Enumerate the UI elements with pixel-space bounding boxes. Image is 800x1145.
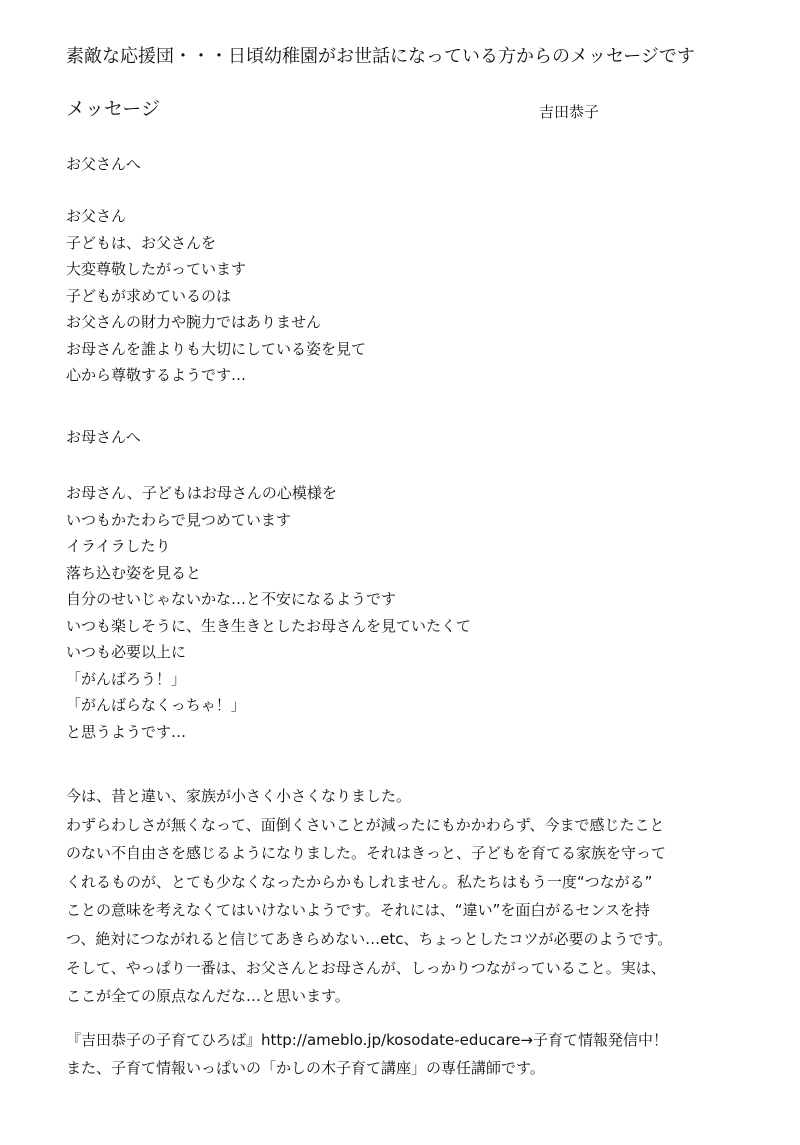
father-line: 子どもが求めているのは bbox=[66, 286, 232, 305]
paragraph-line: 今は、昔と違い、家族が小さく小さくなりました。 bbox=[66, 787, 412, 805]
father-line: 心から尊敬するようです… bbox=[66, 366, 247, 384]
mother-message bbox=[66, 480, 746, 745]
father-line: 大変尊敬したがっています bbox=[66, 260, 247, 278]
paragraph-line: ここが全ての原点なんだな…と思います。 bbox=[66, 987, 350, 1006]
father-line: 子どもは、お父さんを bbox=[66, 233, 217, 252]
header-title: 素敵な応援団・・・日頃幼稚園がお世話になっている方からのメッセージです bbox=[66, 46, 695, 67]
father-message bbox=[66, 203, 746, 389]
mother-line: イライラしたり bbox=[66, 537, 171, 555]
mother-line: 落ち込む姿を見ると bbox=[66, 563, 202, 582]
paragraph-line: つ、絶対につながれると信じてあきらめない…etc、ちょっとしたコツが必要のようです。 bbox=[66, 929, 673, 948]
father-line: お母さんを誰よりも大切にしている姿を見て bbox=[66, 339, 367, 358]
footer-line: 『吉田恭子の子育てひろば』http://ameblo.jp/kosodate-educare→子育て情報発信中！ bbox=[66, 1031, 668, 1049]
father-line: お父さん bbox=[66, 207, 127, 225]
mother-line: 「がんばろう！」 bbox=[66, 669, 187, 688]
mother-line: と思うようです… bbox=[66, 722, 187, 741]
mother-line: 自分のせいじゃないかな…と不安になるようです bbox=[66, 590, 397, 608]
paragraph-line: のない不自由さを感じるようになりました。それはきっと、子どもを育てる家族を守って bbox=[66, 844, 667, 863]
paragraph-line: くれるものが、とても少なくなったからかもしれません。私たちはもう一度“つながる” bbox=[66, 872, 653, 891]
mother-line: いつもかたわらで見つめています bbox=[66, 510, 291, 529]
footer-line: また、子育て情報いっぱいの「かしの木子育て講座」の専任講師です。 bbox=[66, 1059, 545, 1077]
message-heading: メッセージ bbox=[66, 98, 160, 120]
father-line: お父さんの財力や腕力ではありません bbox=[66, 313, 322, 331]
mother-line: お母さん、子どもはお母さんの心模様を bbox=[66, 484, 337, 502]
footer-note bbox=[66, 1026, 746, 1082]
mother-greeting: お母さんへ bbox=[66, 428, 141, 446]
paragraph-line: そして、やっぱり一番は、お父さんとお母さんが、しっかりつながっていること。実は、 bbox=[66, 958, 666, 977]
paragraph-line: ことの意味を考えなくてはいけないようです。それには、“違い”を面白がるセンスを持 bbox=[66, 901, 650, 920]
author-name: 吉田恭子 bbox=[539, 103, 600, 121]
paragraph-line: わずらわしさが無くなって、面倒くさいことが減ったにもかかわらず、今まで感じたこと bbox=[66, 815, 665, 834]
mother-line: いつも楽しそうに、生き生きとしたお母さんを見ていたくて bbox=[66, 616, 472, 635]
closing-paragraph bbox=[66, 782, 746, 1011]
mother-line: いつも必要以上に bbox=[66, 643, 187, 661]
father-greeting: お父さんへ bbox=[66, 155, 141, 173]
mother-line: 「がんばらなくっちゃ！」 bbox=[66, 696, 246, 714]
